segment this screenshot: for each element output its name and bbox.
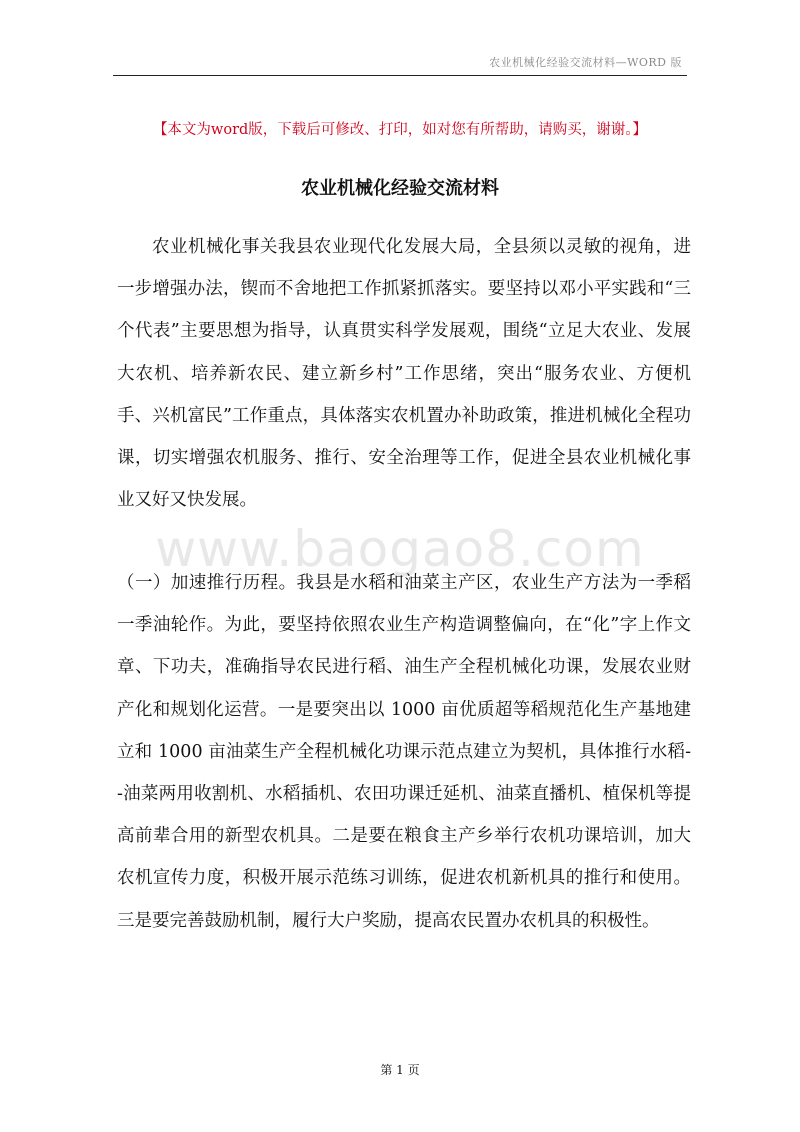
running-header: 农业机械化经验交流材料—WORD 版 <box>489 56 682 69</box>
paragraph-section-1: （一）加速推行历程。我县是水稻和油菜主产区，农业生产方法为一季稻一季油轮作。为此，要坚持依照农业生产构造调整偏向，在“化”字上作文章、下功夫，准确指导农民进行稻、油生产全程机械化功课，发展农业财产化和规划化运营。一是要突出以 1000 亩优质超等稻规范化生产基地建立和 1000 亩油菜生产全程机械化功课示范点建立为契机，具体推行水稻--油菜两用收割机、水稻插机、农田功课迁延机、油菜直播机、植保机等提高前辈合用的新型农机具。二是要在粮食主产乡举行农机功课培训，加大农机宣传力度，积极开展示范练习训练，促进农机新机具的推行和使用。三是要完善鼓励机制，履行大户奖励，提高农民置办农机具的积极性。 <box>117 573 691 931</box>
page-number: 第 1 页 <box>380 1063 420 1077</box>
header-divider <box>113 75 687 76</box>
document-title: 农业机械化经验交流材料 <box>301 178 499 199</box>
paragraph-intro: 农业机械化事关我县农业现代化发展大局，全县须以灵敏的视角，进一步增强办法，锲而不舍地把工作抓紧抓落实。要坚持以邓小平实践和“三个代表”主要思想为指导，认真贯实科学发展观，围绕“立足大农业、发展大农机、培养新农民、建立新乡村”工作思绪，突出“服务农业、方便机手、兴机富民”工作重点，具体落实农机置办补助政策，推进机械化全程功课，切实增强农机服务、推行、安全治理等工作，促进全县农业机械化事业又好又快发展。 <box>117 237 691 511</box>
watermark: www.baogao8.com <box>155 520 645 578</box>
download-notice: 【本文为word版，下载后可修改、打印，如对您有所帮助，请购买，谢谢。】 <box>152 122 648 138</box>
